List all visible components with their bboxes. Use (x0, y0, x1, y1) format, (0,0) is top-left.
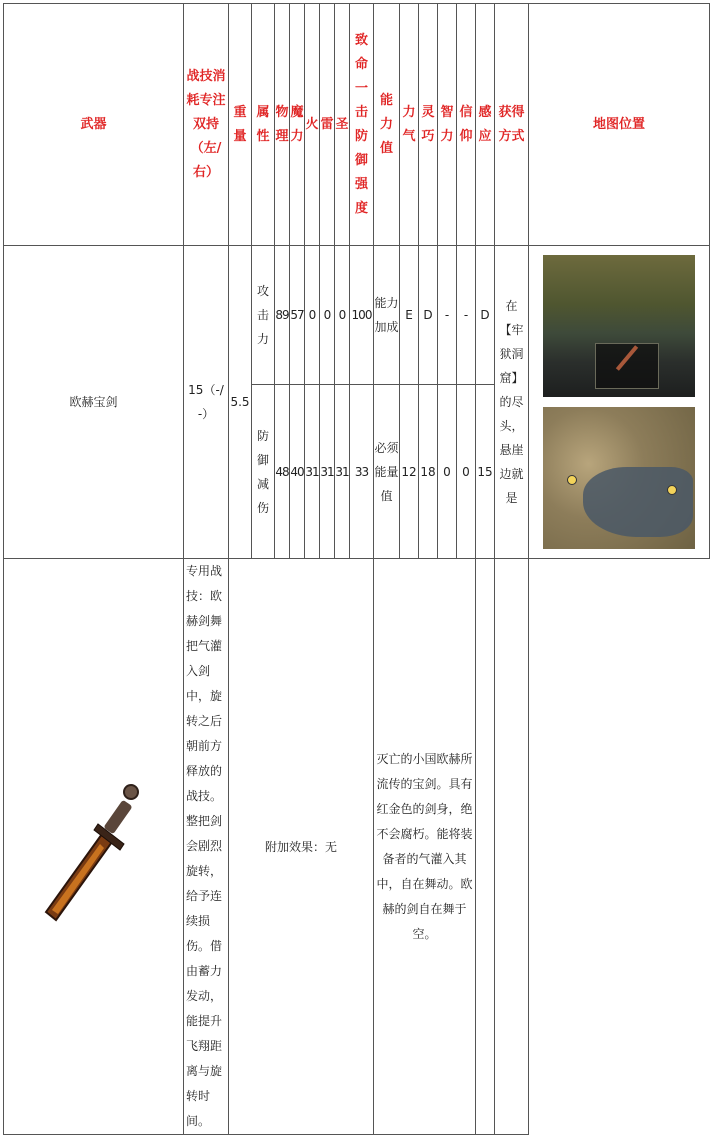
header-faith: 信仰 (457, 4, 476, 246)
header-attribute: 属性 (252, 4, 275, 246)
header-fire: 火 (305, 4, 320, 246)
defense-magic: 40 (290, 385, 305, 559)
header-lightning: 雷 (320, 4, 335, 246)
header-dex: 灵巧 (419, 4, 438, 246)
required-arcane: 15 (476, 385, 495, 559)
header-weapon: 武器 (4, 4, 184, 246)
header-skill-cost: 战技消耗专注双持（左/右） (184, 4, 229, 246)
map-marker-icon (667, 485, 677, 495)
scaling-label: 能力加成 (374, 246, 400, 385)
attack-critical: 100 (350, 246, 374, 385)
sword-icon (34, 772, 154, 922)
attack-holy: 0 (335, 246, 350, 385)
weapon-skill-cost: 15（-/-） (184, 246, 229, 559)
empty-cell (476, 559, 495, 1135)
attack-physical: 89 (275, 246, 290, 385)
header-critical: 致命一击防御强度 (350, 4, 374, 246)
required-dex: 18 (419, 385, 438, 559)
header-holy: 圣 (335, 4, 350, 246)
scaling-str: E (400, 246, 419, 385)
header-str: 力气 (400, 4, 419, 246)
weapon-table (3, 3, 710, 1135)
required-faith: 0 (457, 385, 476, 559)
defense-physical: 48 (275, 385, 290, 559)
header-obtain: 获得方式 (495, 4, 529, 246)
defense-critical: 33 (350, 385, 374, 559)
header-magic: 魔力 (290, 4, 305, 246)
obtain-method: 在【牢狱洞窟】的尽头，悬崖边就是 (495, 246, 529, 559)
header-weight: 重量 (229, 4, 252, 246)
weapon-weight: 5.5 (229, 246, 252, 559)
item-card-icon (595, 343, 659, 389)
attack-fire: 0 (305, 246, 320, 385)
header-map: 地图位置 (529, 4, 710, 246)
location-map (543, 407, 695, 549)
attack-lightning: 0 (320, 246, 335, 385)
scaling-faith: - (457, 246, 476, 385)
required-str: 12 (400, 385, 419, 559)
skill-description: 专用战技：欧赫剑舞把气灌入剑中，旋转之后朝前方释放的战技。整把剑会剧烈旋转，给予连续损伤。借由蓄力发动，能提升飞翔距离与旋转时间。 (184, 559, 229, 1135)
map-cell (529, 246, 710, 559)
weapon-name: 欧赫宝剑 (4, 246, 184, 559)
weapon-lore: 灭亡的小国欧赫所流传的宝剑。具有红金色的剑身，绝不会腐朽。能将装备者的气灌入其中，自在舞动。欧赫的剑自在舞于空。 (374, 559, 476, 1135)
defense-fire: 31 (305, 385, 320, 559)
location-screenshot (543, 255, 695, 397)
attack-magic: 57 (290, 246, 305, 385)
defense-holy: 31 (335, 385, 350, 559)
header-arcane: 感应 (476, 4, 495, 246)
scaling-dex: D (419, 246, 438, 385)
header-physical: 物理 (275, 4, 290, 246)
scaling-arcane: D (476, 246, 495, 385)
header-int: 智力 (438, 4, 457, 246)
header-ability: 能力值 (374, 4, 400, 246)
defense-lightning: 31 (320, 385, 335, 559)
scaling-int: - (438, 246, 457, 385)
weapon-image-cell (4, 559, 184, 1135)
required-label: 必须能量值 (374, 385, 400, 559)
attack-label: 攻击力 (252, 246, 275, 385)
extra-effect: 附加效果：无 (229, 559, 374, 1135)
map-marker-icon (567, 475, 577, 485)
defense-label: 防御减伤 (252, 385, 275, 559)
required-int: 0 (438, 385, 457, 559)
empty-cell (495, 559, 529, 1135)
